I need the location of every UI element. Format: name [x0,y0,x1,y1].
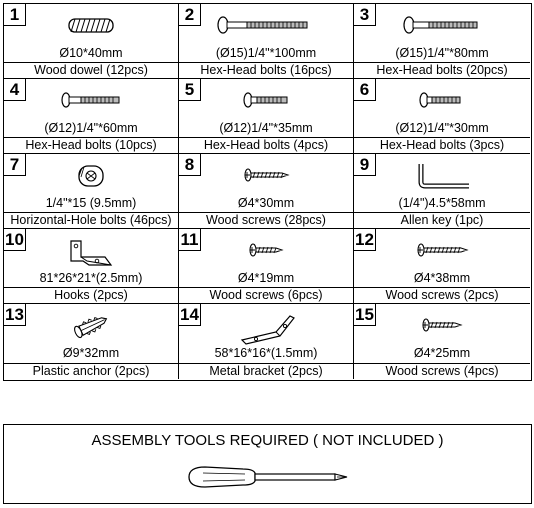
part-number: 8 [179,154,201,176]
part-name: Hex-Head bolts (16pcs) [179,62,353,78]
part-spec: Ø4*38mm [413,271,471,285]
part-cell-1 [4,4,179,79]
part-number: 12 [354,229,376,251]
part-name: Hex-Head bolts (4pcs) [179,137,353,153]
part-name: Hex-Head bolts (3pcs) [354,137,530,153]
long-bolt-icon [179,10,353,50]
part-name: Metal bracket (2pcs) [179,363,353,379]
part-name: Wood screws (28pcs) [179,212,353,228]
part-cell-2 [179,4,354,79]
part-spec: (Ø15)1/4"*80mm [395,46,489,60]
part-spec: (1/4")4.5*58mm [398,196,486,210]
screw-icon [354,235,530,275]
part-name: Horizontal-Hole bolts (46pcs) [4,212,178,228]
part-name: Hex-Head bolts (10pcs) [4,137,178,153]
short-bolt-icon [179,85,353,125]
tools-required-box [3,424,532,504]
barrel-nut-icon [4,160,178,200]
parts-grid [3,3,532,381]
part-spec: 81*26*21*(2.5mm) [39,271,143,285]
part-name: Hooks (2pcs) [4,287,178,303]
part-cell-4 [4,79,179,154]
part-name: Wood screws (6pcs) [179,287,353,303]
part-name: Wood dowel (12pcs) [4,62,178,78]
part-cell-8 [179,154,354,229]
part-number: 3 [354,4,376,26]
part-number: 11 [179,229,201,251]
part-number: 2 [179,4,201,26]
part-number: 5 [179,79,201,101]
part-number: 1 [4,4,26,26]
part-spec: (Ø12)1/4"*60mm [44,121,138,135]
screw-icon [354,310,530,350]
part-name: Wood screws (4pcs) [354,363,530,379]
part-spec: (Ø12)1/4"*35mm [219,121,313,135]
part-spec: 58*16*16*(1.5mm) [214,346,318,360]
tools-title: ASSEMBLY TOOLS REQUIRED ( NOT INCLUDED ) [91,432,444,449]
part-name: Allen key (1pc) [354,212,530,228]
part-cell-6 [354,79,530,154]
bolt-icon [354,10,530,50]
part-number: 14 [179,304,201,326]
hook-icon [4,235,178,275]
part-cell-14 [179,304,354,379]
part-cell-12 [354,229,530,304]
part-spec: Ø4*19mm [237,271,295,285]
screw-icon [179,160,353,200]
part-cell-10 [4,229,179,304]
part-spec: Ø10*40mm [59,46,123,60]
part-cell-9 [354,154,530,229]
short-bolt-icon [354,85,530,125]
dowel-icon [4,10,178,50]
part-cell-5 [179,79,354,154]
part-number: 4 [4,79,26,101]
part-name: Plastic anchor (2pcs) [4,363,178,379]
bolt-icon [4,85,178,125]
part-name: Wood screws (2pcs) [354,287,530,303]
part-number: 15 [354,304,376,326]
part-spec: 1/4"*15 (9.5mm) [45,196,137,210]
part-number: 7 [4,154,26,176]
part-cell-3 [354,4,530,79]
part-spec: Ø4*30mm [237,196,295,210]
short-screw-icon [179,235,353,275]
part-name: Hex-Head bolts (20pcs) [354,62,530,78]
part-spec: Ø4*25mm [413,346,471,360]
part-spec: (Ø15)1/4"*100mm [215,46,317,60]
part-number: 10 [4,229,26,251]
part-cell-7 [4,154,179,229]
screwdriver-icon [4,459,531,495]
part-cell-15 [354,304,530,379]
allen-key-icon [354,160,530,200]
part-spec: Ø9*32mm [62,346,120,360]
part-number: 13 [4,304,26,326]
part-cell-11 [179,229,354,304]
part-spec: (Ø12)1/4"*30mm [395,121,489,135]
part-number: 6 [354,79,376,101]
bracket-icon [179,310,353,350]
part-cell-13 [4,304,179,379]
anchor-icon [4,310,178,350]
part-number: 9 [354,154,376,176]
